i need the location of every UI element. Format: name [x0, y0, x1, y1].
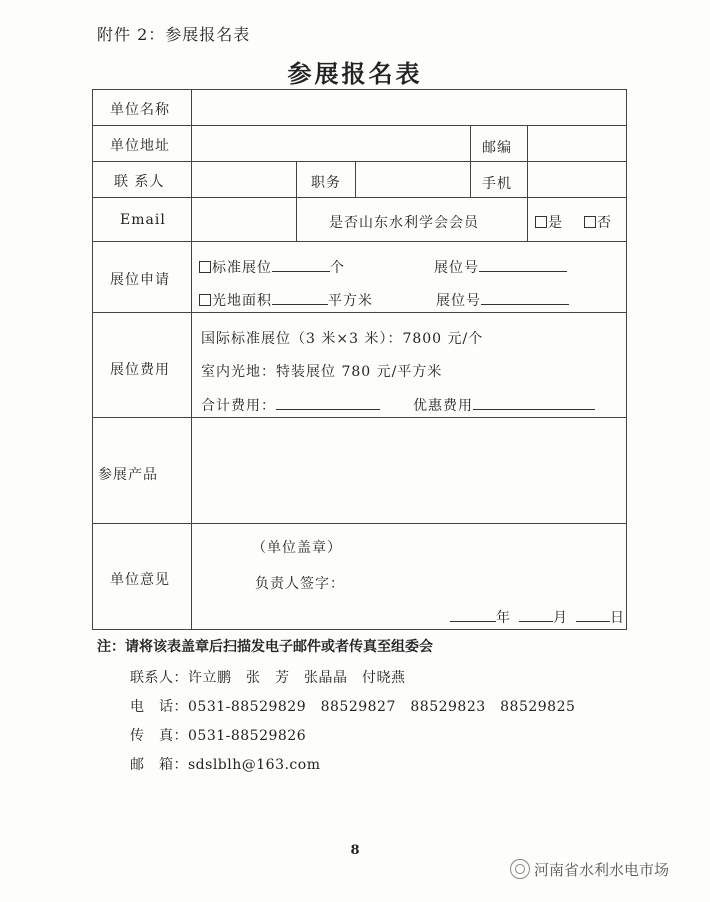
booth-number-row-2: 展位号	[436, 290, 569, 310]
fax-line: 传 真：0531-88529826	[130, 728, 307, 744]
day-field[interactable]	[576, 608, 610, 622]
total-fee-field[interactable]	[276, 396, 380, 410]
opinion-label: 单位意见	[110, 572, 170, 588]
contacts-line: 联系人：许立鹏 张 芳 张晶晶 付晓燕	[130, 670, 406, 686]
standard-booth-checkbox[interactable]	[199, 261, 211, 273]
signature-label: 负责人签字：	[255, 576, 345, 592]
year-field[interactable]	[450, 608, 496, 622]
mobile-label: 手机	[482, 176, 512, 192]
contact-person-field[interactable]	[192, 162, 296, 196]
postcode-field[interactable]	[528, 126, 626, 160]
booth-fee-label: 展位费用	[110, 362, 170, 378]
booth-apply-label: 展位申请	[110, 272, 170, 288]
products-field[interactable]	[192, 418, 626, 522]
no-checkbox[interactable]	[584, 216, 596, 228]
position-field[interactable]	[356, 162, 470, 196]
registration-form	[92, 89, 627, 630]
unit-address-field[interactable]	[192, 126, 470, 160]
member-yes-option[interactable]: 是	[535, 212, 563, 232]
booth-number-field-1[interactable]	[479, 258, 567, 272]
email-label: Email	[120, 212, 166, 228]
mail-line: 邮 箱：sdslblh@163.com	[130, 757, 321, 773]
email-field[interactable]	[192, 198, 296, 240]
date-row: 年 月 日	[450, 607, 625, 627]
page-title: 参展报名表	[287, 60, 423, 88]
postcode-label: 邮编	[482, 140, 512, 156]
submission-note: 注：请将该表盖章后扫描发电子邮件或者传真至组委会	[97, 639, 433, 655]
position-label: 职务	[311, 175, 341, 191]
booth-number-row-1: 展位号	[434, 257, 567, 277]
fee-raw-space-text: 室内光地：特装展位 780 元/平方米	[201, 364, 443, 380]
watermark: 河南省水利水电市场	[510, 859, 669, 880]
yes-checkbox[interactable]	[535, 216, 547, 228]
contact-person-label: 联 系人	[114, 174, 165, 190]
standard-booth-count-field[interactable]	[272, 258, 330, 272]
month-field[interactable]	[519, 608, 553, 622]
discount-fee-row: 优惠费用	[413, 395, 595, 415]
raw-space-area-field[interactable]	[272, 291, 328, 305]
discount-fee-field[interactable]	[473, 396, 595, 410]
booth-number-field-2[interactable]	[481, 291, 569, 305]
raw-space-checkbox[interactable]	[199, 294, 211, 306]
member-no-option[interactable]: 否	[584, 212, 612, 232]
page-number: 8	[350, 843, 360, 858]
attachment-label: 附件 2：参展报名表	[97, 25, 251, 44]
unit-address-label: 单位地址	[110, 138, 170, 154]
member-question: 是否山东水利学会会员	[329, 215, 479, 231]
standard-booth-row: 标准展位 个	[199, 257, 345, 277]
products-label: 参展产品	[98, 467, 158, 483]
total-fee-row: 合计费用：	[201, 395, 380, 415]
unit-name-label: 单位名称	[110, 102, 170, 118]
wechat-icon	[510, 859, 530, 879]
unit-name-field[interactable]	[192, 90, 626, 124]
raw-space-row: 光地面积 平方米	[199, 290, 373, 310]
phone-line: 电 话：0531-88529829 88529827 88529823 88529825	[130, 699, 576, 715]
mobile-field[interactable]	[528, 162, 626, 196]
seal-text: （单位盖章）	[252, 540, 342, 556]
fee-standard-text: 国际标准展位（3 米×3 米）：7800 元/个	[201, 331, 484, 347]
